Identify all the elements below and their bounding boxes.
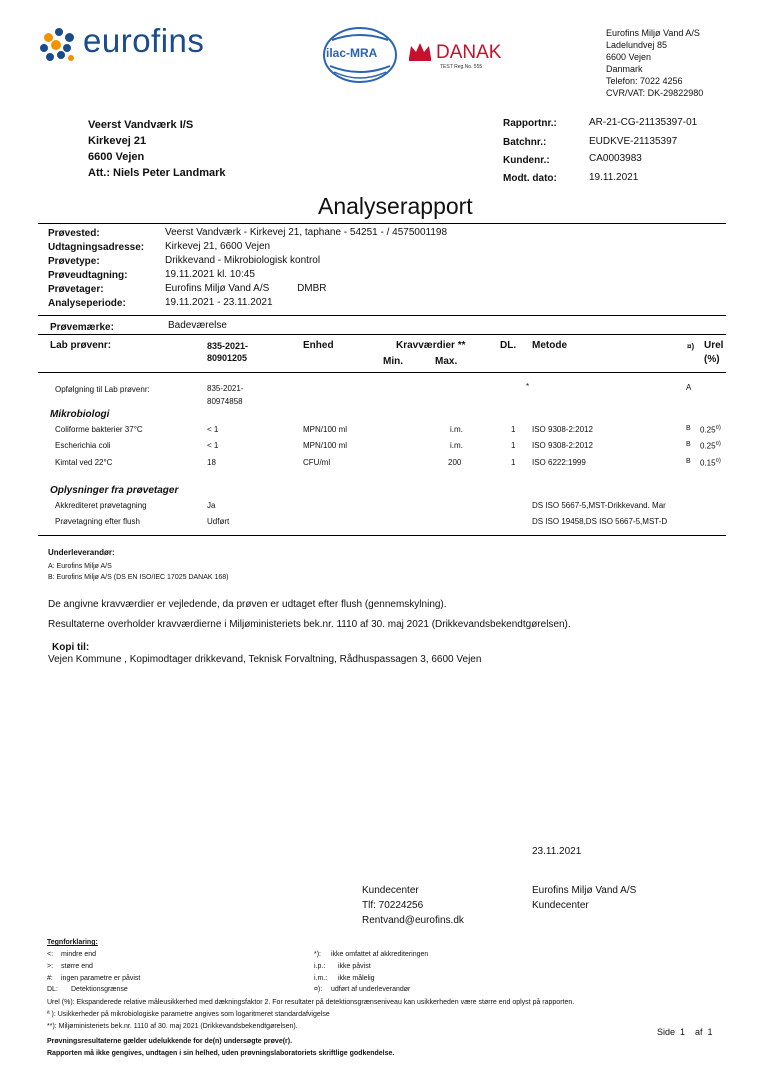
page-title: Analyserapport [318,193,473,219]
logo-dot [46,53,54,61]
row-result: < 1 [207,441,219,450]
col-limits: Kravværdier ** [396,340,466,351]
signature-right [532,883,636,913]
section-heading-micro: Mikrobiologi [50,409,110,420]
signature-line: Rentvand@eurofins.dk [362,915,464,926]
row-urel [700,441,721,451]
divider [38,535,726,536]
legend-symbol: ¤): [314,986,323,993]
urel-sup: ¤) [715,458,721,464]
section-heading-info: Oplysninger fra prøvetager [50,485,179,496]
col-urel-pct: (%) [704,354,720,365]
row-max: i.m. [450,425,463,434]
row-unit: MPN/100 ml [303,441,348,450]
meta-label: Kundenr.: [503,155,550,166]
legend-symbol: i.m.: [314,975,328,982]
row-method: ISO 6222:1999 [532,458,586,467]
legend-bek: **): Miljøministeriets bek.nr. 1110 af 30. maj 2021 (Drikkevandsbekendtgørelsen). [47,1023,298,1030]
copy-heading: Kopi til: [52,642,90,653]
sample-label: Udtagningsadresse: [48,242,145,253]
followup-no: 835-2021- [207,384,244,393]
sample-label: Prøvetype: [48,256,100,267]
logo-wordmark: eurofins [83,22,205,59]
row-value: Ja [207,501,216,510]
logo-dot [65,33,74,42]
logo-dot [40,44,48,52]
legend-symbol: i.p.: [314,963,326,970]
urel-value: 0.25 [700,441,716,451]
legend-text: mindre end [61,951,97,958]
legend-symbol: #: [47,975,53,982]
row-name: Akkrediteret prøvetagning [55,501,147,510]
sample-value: Veerst Vandværk - Kirkevej 21, taphane - 54251 - / 4575001198 [165,227,448,238]
row-result: 18 [207,458,216,467]
signature-line: Eurofins Miljø Vand A/S [532,885,637,896]
divider [38,372,726,373]
address-line: 6600 Vejen [606,52,652,62]
legend-heading: Tegnforklaring: [47,939,98,946]
row-method: ISO 9308-2:2012 [532,425,593,434]
followup-sub: A [686,383,692,392]
signature-line: Tlf: 70224256 [362,900,424,911]
urel-sup: ¤) [715,425,721,431]
note-compliance: Resultaterne overholder kravværdierne i Miljøministeriets bek.nr. 1110 af 30. maj 2021 (Drikkevandsbekendtgørelsen). [48,619,571,630]
danak-reg: TEST Reg.No. 555 [440,64,483,70]
logo-dot [57,51,65,59]
logo-dot [68,55,74,61]
subcontractor-line: B: Eurofins Miljø A/S (DS EN ISO/IEC 17025 DANAK 168) [48,574,229,581]
recipient-block [88,117,226,181]
sample-label: Prøvetager: [48,284,104,295]
legend-text: ikke målelig [338,975,375,982]
crown-icon [407,40,433,62]
disclaimer: Prøvningsresultaterne gælder udelukkende for de(n) undersøgte prøve(r). [47,1038,293,1045]
meta-label: Modt. dato: [503,173,557,184]
subcontractor-heading: Underleverandør: [48,548,115,557]
legend-micro: ª ): Usikkerheder på mikrobiologiske parametre angives som logaritmeret standardafvigelse [47,1011,330,1018]
urel-value: 0.15 [700,458,716,468]
legend-text: ikke påvist [338,963,371,970]
row-name: Escherichia coli [55,441,111,450]
legend-symbol: <: [47,951,54,958]
col-method: Metode [532,340,567,351]
row-sub: B [686,458,691,465]
legend-urel: Urel (%): Ekspanderede relative måleusikkerhed med dækningsfaktor 2. For resultater på detektionsgrænseniveau kan usikkerheden være større end oplyst på rapporten. [47,999,575,1006]
divider [38,223,726,224]
legend-text: ikke omfattet af akkrediteringen [331,951,429,958]
signature-left [362,883,464,928]
legend-text: større end [61,963,93,970]
copy-text: Vejen Kommune , Kopimodtager drikkevand, Teknisk Forvaltning, Rådhuspassagen 3, 6600 Vejen [48,654,482,665]
ilac-mra-logo [322,26,398,84]
legend-text: ingen parametre er påvist [61,975,141,982]
row-sub: B [686,425,691,432]
sample-value: 19.11.2021 - 23.11.2021 [165,297,273,308]
meta-value: EUDKVE-21135397 [589,136,678,147]
row-name: Kimtal ved 22°C [55,458,113,467]
row-dl: 1 [511,425,516,434]
row-urel [700,425,721,435]
logo-dot [51,40,61,50]
recipient-line: Veerst Vandværk I/S [88,119,194,131]
followup-no: 80974858 [207,397,243,406]
row-unit: CFU/ml [303,458,331,467]
recipient-line: Att.: Niels Peter Landmark [88,167,226,179]
col-lab: Lab prøvenr: [50,340,112,351]
recipient-line: Kirkevej 21 [88,135,147,147]
sample-label: Prøveudtagning: [48,270,128,281]
sample-mark-value: Badeværelse [168,320,227,331]
meta-value: CA0003983 [589,153,642,164]
col-urel: Urel [704,340,724,351]
row-name: Coliforme bakterier 37°C [55,425,143,434]
signature-date: 23.11.2021 [532,846,582,857]
row-unit: MPN/100 ml [303,425,348,434]
row-name: Prøvetagning efter flush [55,517,140,526]
row-sub: B [686,441,691,448]
recipient-line: 6600 Vejen [88,151,145,163]
sample-label: Prøvested: [48,228,100,239]
col-min: Min. [383,356,403,367]
meta-label: Batchnr.: [503,137,547,148]
col-sub: ¤) [687,342,695,351]
row-method: ISO 9308-2:2012 [532,441,593,450]
urel-sup: ¤) [715,441,721,447]
address-line: Ladelundvej 85 [606,40,668,50]
disclaimer: Rapporten må ikke gengives, undtagen i sin helhed, uden prøvningslaboratoriets skriftlige godkendelse. [47,1050,395,1057]
ilac-label: ilac-MRA [326,46,378,60]
col-unit: Enhed [303,340,334,351]
legend-symbol: >: [47,963,54,970]
meta-value: 19.11.2021 [589,172,639,183]
row-max: i.m. [450,441,463,450]
page-number: Side 1 af 1 [657,1027,713,1037]
sample-value: Kirkevej 21, 6600 Vejen [165,241,271,252]
sample-value: Eurofins Miljø Vand A/S DMBR [165,283,327,294]
followup-label: Opfølgning til Lab prøvenr: [55,385,150,394]
signature-line: Kundecenter [362,885,419,896]
legend-text: Detektionsgrænse [71,986,128,993]
legend-symbol: *): [314,951,321,958]
legend-text: udført af underleverandør [331,986,411,993]
col-max: Max. [435,356,458,367]
danak-label: DANAK [436,42,502,63]
row-result: < 1 [207,425,219,434]
logo-dot [63,44,71,52]
col-dl: DL. [500,340,517,351]
sample-value: Drikkevand - Mikrobiologisk kontrol [165,255,321,266]
sample-mark-label: Prøvemærke: [50,322,114,333]
col-lab-no: 80901205 [207,353,248,363]
signature-line: Kundecenter [532,900,589,911]
urel-value: 0.25 [700,425,716,435]
address-line: Danmark [606,64,643,74]
row-value: Udført [207,517,230,526]
sample-label: Analyseperiode: [48,298,126,309]
row-urel [700,458,721,468]
col-lab-no: 835-2021- [207,341,249,351]
address-line: Telefon: 7022 4256 [606,76,683,86]
divider [38,334,726,335]
address-line: Eurofins Miljø Vand A/S [606,28,700,38]
note-flush: De angivne kravværdier er vejledende, da prøven er udtaget efter flush (gennemskylning). [48,599,447,610]
followup-star: * [526,382,530,391]
row-method: DS ISO 19458,DS ISO 5667-5,MST-D [532,517,668,526]
sample-value: 19.11.2021 kl. 10:45 [165,269,255,280]
logo-dot [55,28,63,36]
row-method: DS ISO 5667-5,MST-Drikkevand. Mar [532,501,666,510]
company-address [606,27,703,99]
row-dl: 1 [511,458,516,467]
address-line: CVR/VAT: DK-29822980 [606,88,704,98]
meta-label: Rapportnr.: [503,118,557,129]
row-dl: 1 [511,441,516,450]
meta-value: AR-21-CG-21135397-01 [589,117,698,128]
row-max: 200 [448,458,462,467]
legend-symbol: DL: [47,986,58,993]
divider [38,315,726,316]
subcontractor-line: A: Eurofins Miljø A/S [48,563,112,570]
